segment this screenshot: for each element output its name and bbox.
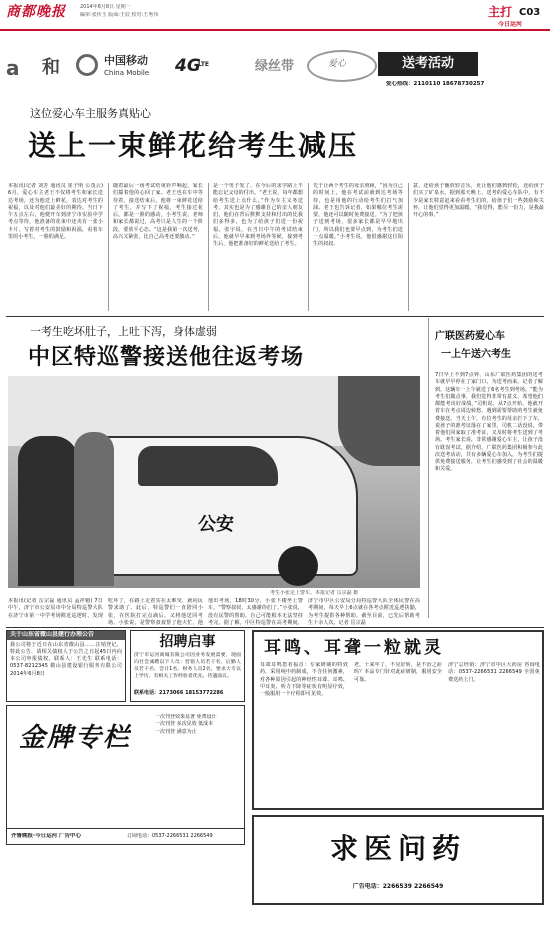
article3-body: 7日早上不到7点钟，山东广联医药集团的送考车就早早停在了家门口，为送考而来。记者了解到，这辆车一上午就送了6名考生到考场。“能为考生们做点事，我们觉得非常有意义，希望他们都能考出好成绩。”司机说，从7点开始，他就开着车在考点周边转悠，遇到需要帮助的考生就免费接送。当天上午，有位考生的母亲拦下了车，说孩子的准考证落在了家里，司机二话没说，带着他们回家取了准考证，又及时将考生送到了考场。考生家长说，非常感谢爱心车主，让孩子没有耽误考试。据介绍，广联医药集团积极参与此次送考活动，共有多辆爱心车加入，为考生们提供免费接送服务，让考生们感受到了社会的温暖和关爱。 xyxy=(435,372,543,473)
notice-body: 我公司将于近日在山东省微山县……注销登记，特此公告，请相关债权人于公告之日起45日内向本公司申报债权。联系人：王先生 联系电话：0537-8212345 微山县建设银行服务有限公司 2014年6月8日 xyxy=(10,641,122,677)
cmcc-logo-icon xyxy=(76,54,98,76)
photo-person-mid xyxy=(74,432,114,586)
article1-col4: 先于让两个考生的母亲照顾，“因为自己的时间上，他在考试前就到达考场等待，也是用他的行动给考生们打气加油。老王也告诉记者，如果哪位考生需要，他还可以随时免费接送。“为了把孩子送到考场，很多家长都是早早地出门，所以我们也要早点到，为考生们送一点温暖。”小考生说，他很感谢这位陌生的叔叔。 xyxy=(308,183,403,311)
medicine-title: 求医问药 xyxy=(329,832,466,865)
article3-headline-2: 一上午送六考生 xyxy=(441,349,511,360)
police-sign: 公安 xyxy=(198,514,234,535)
gold-line-3: 一次刊登 满意为止 xyxy=(155,728,197,735)
article2-col1: 本报讯(记者 岳宗磊 通讯员 孟祥魁) 7日中午，济宁市公安局市中分局特巡警大队在济宁市第一中学考场附近巡逻时，发现 xyxy=(8,598,103,618)
divider-2 xyxy=(6,627,544,628)
gold-column-lines xyxy=(155,714,241,736)
date-line: 2014年6月8日 星期一 xyxy=(80,4,131,10)
photo-caption: 考生小张走上警车。本报记者 岳宗磊 摄 xyxy=(270,590,359,596)
and-logo: a xyxy=(6,56,20,80)
article1-kicker: 这位爱心车主服务真贴心 xyxy=(30,107,151,120)
article2-col4: 济宁市中区公安局分局特巡警大队全体民警在高考期间，每天早上6点就在各考点附近巡逻执勤，为考生提供各种帮助。截至目前，已先后帮助考生十余人次。记者 岳宗磊 xyxy=(308,598,420,626)
lte-mark: LTE xyxy=(198,61,210,68)
heart-text: 爱心 xyxy=(328,59,347,69)
article2-body xyxy=(0,598,425,626)
article1-col1: 本报讯(记者 刘芳 通讯员 崔子明 公茂云) 6月，爱心车主老王不仅将考生和家长送达考场，还为他送上鲜花，表达对考生的祝福，以及对他们最美好的期待。当日下午五点左右，他便开车到济宁市实验中学考点等待，他准备的花束中还夹有一张小卡片，写着对考生的鼓励和祝福，看着车里的小考生，一脸的满足。 xyxy=(8,183,103,240)
article-medicine-car xyxy=(428,318,546,618)
section-name: 主打 xyxy=(488,5,513,19)
section-subtitle: 今日运河 xyxy=(498,21,523,28)
gold-column-ad xyxy=(6,705,245,845)
paper-logo: 商都晚报 xyxy=(6,4,66,20)
police-car-photo xyxy=(8,376,420,588)
notice-ad xyxy=(6,630,126,702)
article2-col3: 他出考场，18时30分，小张下楼坐上警车。“警察叔叔，太感谢你们了。”小张说，没有民警的帮助，自己可能根本无法坚持考完。据了解，中区特巡警在高考期间， xyxy=(208,598,303,626)
page-code: C03 xyxy=(519,7,541,18)
recruit-contact: 联系电话：2173066 18153772286 xyxy=(134,690,224,697)
article2-kicker: 一考生吃坏肚子，上吐下泻，身体虚弱 xyxy=(30,325,217,338)
photo-tree xyxy=(338,376,420,466)
ear-right-body: 济宁总经销：济宁市中区大药房 咨询电话：0537-2266531 2266549 全国免费送药上门。 xyxy=(448,662,540,683)
ear-title: 耳鸣、耳聋一粒就灵 xyxy=(264,638,444,658)
ear-left-body: 耳聋耳鸣患者福音：专家研制的特效药，采用纯中药制成，不含任何激素，对各种原因引起的神经性耳聋、耳鸣、中耳炎、听力下降等症状有明显疗效，一般服用一个疗程即可见效。 xyxy=(260,662,348,697)
notice-title: 关于山东省微山县建行办理公告 xyxy=(7,631,125,640)
ear-mid-body: 老，十来年了，不见好转，是不治之症吗？本品专门针对此症研制，服用安全可靠。 xyxy=(354,662,442,683)
article2-headline: 中区特巡警接送他往返考场 xyxy=(28,345,305,370)
he-brand: 和 xyxy=(42,57,60,78)
green-ribbon-text: 绿丝带 xyxy=(255,59,295,74)
hotline: 爱心热线：2110110 18678730257 xyxy=(386,81,485,87)
article-flower xyxy=(0,100,550,315)
editors-line: 编审:张传玉 版面:王辰 校对:王秀伟 xyxy=(80,12,159,18)
cmcc-cn: 中国移动 xyxy=(104,54,148,67)
article3-headline-1: 广联医药爱心车 xyxy=(435,331,505,342)
gold-line-1: 一次刊登效果显著 免费设计 xyxy=(155,714,217,720)
medicine-ad xyxy=(252,815,544,905)
photo-person-left xyxy=(18,436,78,586)
contact-bar-right: 订阅电话：0537-2266531 2266549 xyxy=(127,833,213,839)
article2-col2: 吃坏了，在路上走着实在太难受，就向民警求助了。此后，特巡警们一直陪同小张，在医院打完点滴后，又将他送回考场。小张说，是警察叔叔帮了他大忙，他 xyxy=(108,598,203,626)
article1-col2: 随着最后一场考试结束铃声响起，家长们揣着他的心回了家。老王也在车中等待着，接送结束后，他将一束鲜花送给了考生，并写下了祝福，考生接过花后，都是一脸的感动，小考生说，老师和家长都说过，高考只是人生的一个阶段，要放平心态。“这是我第一次送考，高兴又紧张，比自己高考还要激动。” xyxy=(108,183,203,311)
masthead-rule xyxy=(0,29,550,31)
contact-bar xyxy=(7,828,244,844)
recruit-title: 招聘启事 xyxy=(159,634,216,650)
article1-col3: 是一个男子发了，在今后的求学路上不能忘记父母的付出。“老王说，每年都想给考生送上点什么。”作为车主义务送考，其实也是为了感谢自己的亲人朋友们，他们在背后默默支持和付出的比我们多得多，也为了给孩子们送一份祝福。张宇说，在当日中午的考试结束后，他就早早来到考场外等候，接到考生后，他把准备好的鲜花送给了考生。 xyxy=(208,183,303,311)
photo-wheel xyxy=(278,546,318,586)
contact-bar-left: 齐鲁晚报·今日运河 广告中心 xyxy=(11,833,82,839)
masthead xyxy=(0,0,550,38)
ear-ad xyxy=(252,630,544,810)
promo-banner xyxy=(0,48,550,98)
gold-line-2: 一次刊登 多次见效 低成本 xyxy=(155,721,214,728)
4g-mark: 4G xyxy=(175,56,201,76)
event-title: 送考活动 xyxy=(378,52,478,76)
cmcc-en: China Mobile xyxy=(104,69,150,77)
recruit-body: 济宁市运河商城有限公司因业务发展需要，现面向社会诚聘以下人员：营销人员若干名、后勤人员若干名、会计1名、财务人员2名，要求大专以上学历，有相关工作经验者优先。待遇面议。 xyxy=(134,653,241,680)
recruit-ad xyxy=(130,630,245,702)
gold-column-title: 金牌专栏 xyxy=(19,723,132,753)
article1-headline: 送上一束鲜花给考生减压 xyxy=(28,129,359,162)
photo-car-window xyxy=(138,446,278,486)
article-police xyxy=(0,318,425,618)
article1-col5: 意，还给孩子播放轻音乐，更让他们感到轻松，还给孩子们买了矿泉水。据到那天晚上，送考的爱心车队中，有不少是家长特意赶来看看考生们的，给孩子们一些鼓励和关怀，让他们觉得更加温暖。“我觉得，能尽一份力，是我最开心的事。” xyxy=(408,183,544,311)
divider-1 xyxy=(6,316,544,317)
medicine-phone: 广告电话：2266539 2266549 xyxy=(352,883,444,890)
